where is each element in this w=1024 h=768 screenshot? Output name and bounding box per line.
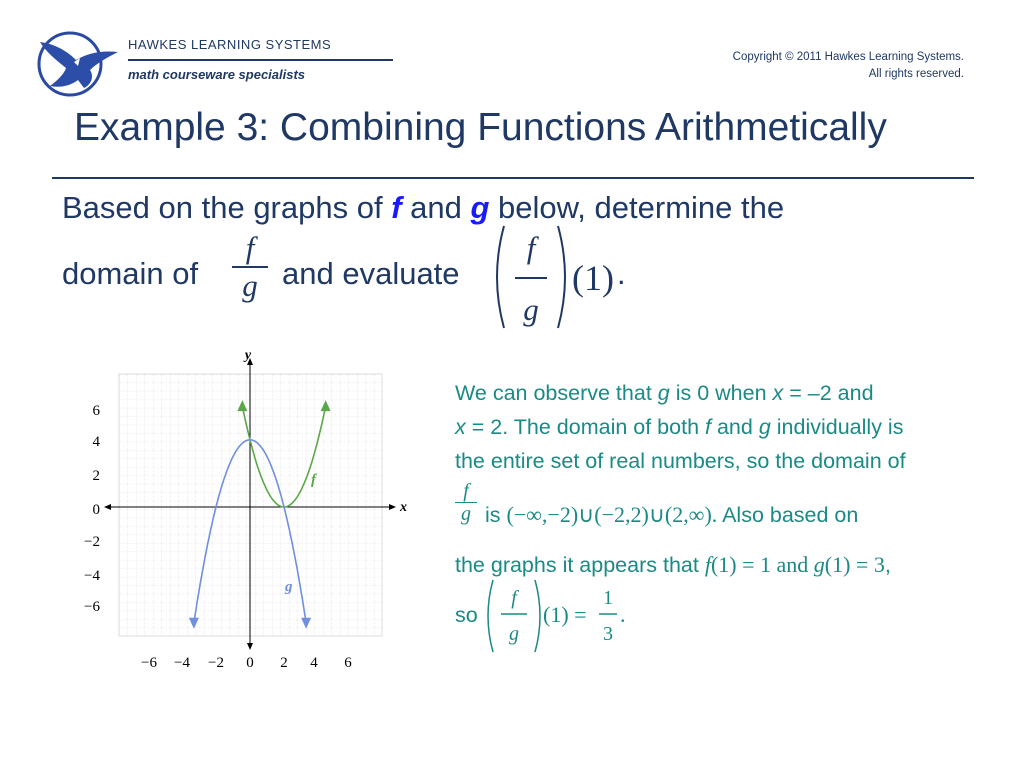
eval-numerator: f <box>526 230 536 265</box>
y-tick-label: 6 <box>92 403 100 419</box>
right-big-paren <box>558 226 565 328</box>
x-axis-left-arrow <box>104 504 111 510</box>
left-paren <box>488 580 493 652</box>
text: and <box>711 415 759 439</box>
intro-fraction-f-over-g <box>232 230 268 304</box>
y-tick-label: −4 <box>84 568 100 584</box>
text: = –2 and <box>783 381 874 405</box>
explanation-line-4 <box>485 498 858 533</box>
slide-title: Example 3: Combining Functions Arithmetically <box>74 106 887 149</box>
y-tick-labels <box>84 403 100 615</box>
var-g: g <box>657 381 670 405</box>
y-tick-label: 0 <box>92 502 100 518</box>
math: (1) = 1 and <box>710 552 814 577</box>
var-x: x <box>772 381 784 405</box>
intro-evaluate-text: and evaluate <box>282 256 460 291</box>
y-tick-label: 4 <box>92 434 100 450</box>
intro-text-1: Based on the graphs of <box>62 190 392 225</box>
answer-argument: (1) = <box>543 602 587 627</box>
explanation-line-1 <box>455 376 874 411</box>
answer-numerator: 1 <box>603 587 613 609</box>
x-axis-label: x <box>400 500 407 515</box>
intro-period: . <box>617 256 626 291</box>
brand-divider <box>128 59 393 61</box>
answer-expression <box>483 576 663 656</box>
copyright-notice <box>733 49 964 83</box>
x-tick-label: 6 <box>344 655 352 671</box>
explanation-fraction-f-over-g <box>455 480 477 525</box>
eval-argument: (1) <box>572 258 614 298</box>
text: Also based on <box>722 503 859 527</box>
explanation-line-3: the entire set of real numbers, so the domain of <box>455 449 906 473</box>
x-axis-right-arrow <box>389 504 396 510</box>
x-tick-label: 2 <box>280 655 288 671</box>
fraction-numerator: f <box>463 480 469 502</box>
text: , <box>884 553 891 577</box>
text: is <box>485 503 501 527</box>
answer-denominator: 3 <box>603 623 613 645</box>
fraction-numerator: f <box>245 230 255 265</box>
answer-denominator-g: g <box>509 623 519 645</box>
brand-tagline: math courseware specialists <box>128 67 306 82</box>
explanation-line-2 <box>455 410 903 445</box>
text: = 2. The domain of both <box>465 415 706 439</box>
intro-text-3: below, determine the <box>489 190 785 225</box>
hawkes-eagle-logo <box>34 28 120 98</box>
text: the graphs it appears that <box>455 553 699 577</box>
answer-period: . <box>620 602 626 627</box>
y-axis-label: y <box>244 348 252 363</box>
text: is 0 when <box>669 381 773 405</box>
x-tick-label: −2 <box>208 655 224 671</box>
text: We can observe that <box>455 381 658 405</box>
left-big-paren <box>497 226 504 328</box>
intro-text-2: and <box>401 190 471 225</box>
text: individually is <box>770 415 904 439</box>
y-tick-label: −2 <box>84 534 100 550</box>
intro-domain-text: domain of <box>62 256 199 291</box>
explanation-line-6: so <box>455 603 478 627</box>
y-tick-label: 2 <box>92 468 100 484</box>
x-tick-labels <box>141 655 352 671</box>
var-f: f <box>704 552 711 577</box>
y-axis-down-arrow <box>247 643 253 650</box>
copyright-line-2: All rights reserved. <box>868 68 964 80</box>
brand-name: HAWKES LEARNING SYSTEMS <box>128 37 332 52</box>
fraction-denominator: g <box>461 503 471 525</box>
y-tick-label: −6 <box>84 599 100 615</box>
function-graph <box>60 340 430 680</box>
intro-f: f <box>391 190 402 225</box>
answer-numerator-f: f <box>511 587 517 609</box>
intro-line-1 <box>62 190 784 226</box>
right-paren <box>535 580 540 652</box>
g-curve-label: g <box>285 579 293 595</box>
f-curve-label: f <box>311 472 316 488</box>
var-f: f <box>705 415 711 439</box>
fraction-denominator: g <box>242 268 258 303</box>
domain-expression: (−∞,−2)∪(−2,2)∪(2,∞). <box>506 502 718 527</box>
x-tick-label: −6 <box>141 655 157 671</box>
intro-evaluate-expression <box>490 222 620 332</box>
x-tick-label: −4 <box>174 655 190 671</box>
intro-g: g <box>470 190 490 225</box>
var-g: g <box>813 552 825 577</box>
var-g: g <box>758 415 771 439</box>
title-divider <box>52 177 974 179</box>
math: (1) = 3 <box>824 552 885 577</box>
x-tick-label: 4 <box>310 655 318 671</box>
copyright-line-1: Copyright © 2011 Hawkes Learning Systems. <box>732 51 964 63</box>
eval-denominator: g <box>523 292 539 327</box>
evaluation-expression <box>705 552 885 577</box>
x-tick-label: 0 <box>246 655 254 671</box>
var-x: x <box>455 415 466 439</box>
